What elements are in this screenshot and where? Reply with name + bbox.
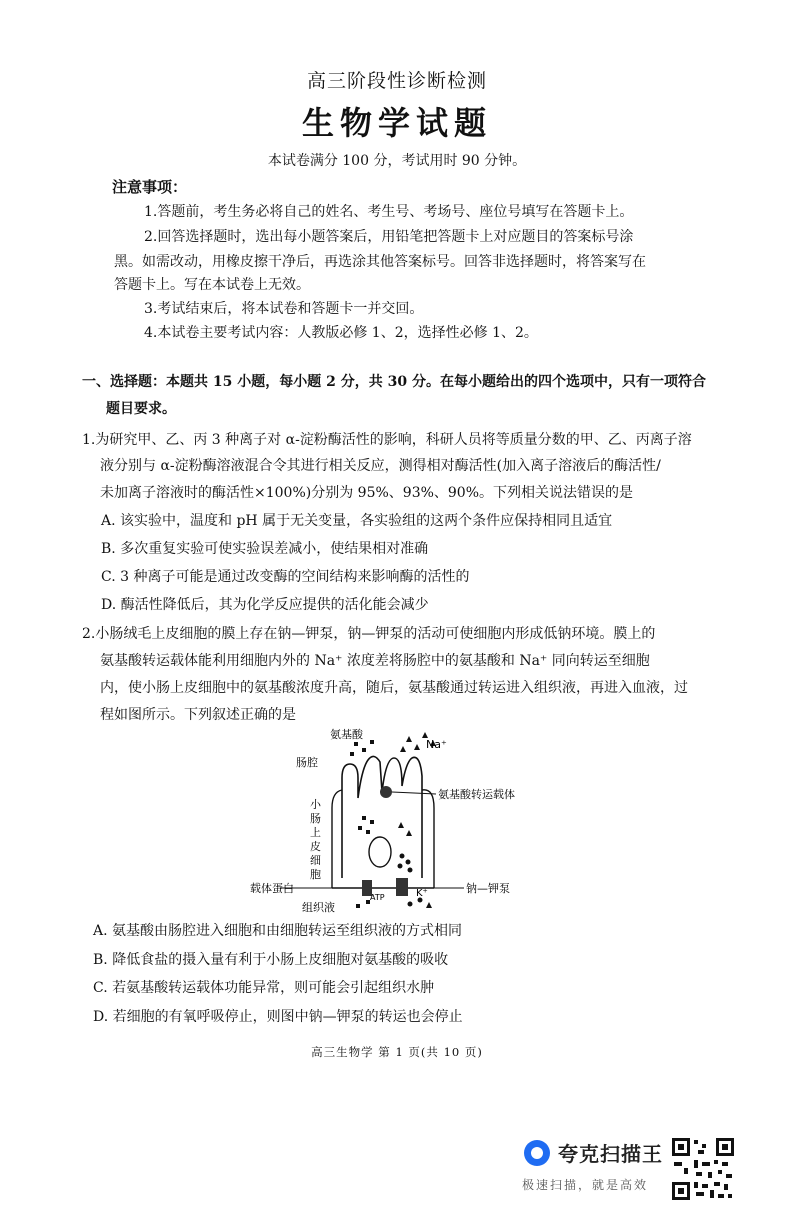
transport-diagram: [250, 728, 550, 913]
amino-acid-transporter: [380, 786, 392, 798]
label-cell: [310, 797, 325, 881]
q1-stem-line: 1.为研究甲、乙、丙 3 种离子对 α-淀粉酶活性的影响，科研人员将等质量分数的甲、乙、丙离子溶: [82, 432, 692, 448]
notes-heading: 注意事项：: [112, 178, 188, 196]
q2-stem-line: 氨基酸转运载体能利用细胞内外的 Na⁺ 浓度差将肠腔中的氨基酸和 Na⁺ 同向转运至细胞: [100, 653, 650, 669]
label-cell-char: 小: [310, 798, 321, 811]
q2-stem-line: 2.小肠绒毛上皮细胞的膜上存在钠—钾泵，钠—钾泵的活动可使细胞内形成低钠环境。膜上的: [82, 626, 656, 642]
page-footer: 高三生物学 第 1 页(共 10 页): [311, 1045, 483, 1059]
sodium-potassium-pump: [396, 878, 408, 896]
note-line: 2.回答选择题时，选出每小题答案后，用铅笔把答题卡上对应题目的答案标号涂: [144, 229, 634, 245]
label-transporter: 氨基酸转运载体: [438, 788, 515, 801]
qr-code-icon: [670, 1136, 736, 1202]
label-cell-char: 细: [310, 854, 321, 867]
q1-option-c: C. 3 种离子可能是通过改变酶的空间结构来影响酶的活性的: [101, 569, 470, 585]
q1-stem-line: 未加离子溶液时的酶活性×100%)分别为 95%、93%、90%。下列相关说法错误的是: [100, 485, 634, 501]
label-pump: 钠—钾泵: [466, 882, 510, 895]
label-k: K⁺: [416, 888, 428, 899]
q1-option-d: D. 酶活性降低后，其为化学反应提供的活化能会减少: [101, 597, 429, 613]
q1-option-a: A. 该实验中，温度和 pH 属于无关变量，各实验组的这两个条件应保持相同且适宜: [101, 513, 613, 529]
cell-particles: [358, 816, 413, 873]
right-cell-edge: [422, 790, 434, 888]
q2-stem-line: 内，使小肠上皮细胞中的氨基酸浓度升高，随后，氨基酸通过转运进入组织液，再进入血液，过: [100, 680, 688, 696]
note-line: 4.本试卷主要考试内容：人教版必修 1、2，选择性必修 1、2。: [144, 325, 538, 341]
section-heading: 一、选择题：本题共 15 小题，每小题 2 分，共 30 分。在每小题给出的四个选项中，只有一项符合: [82, 374, 706, 390]
q2-option-a: A. 氨基酸由肠腔进入细胞和由细胞转运至组织液的方式相同: [93, 923, 463, 939]
q2-stem-line: 程如图所示。下列叙述正确的是: [100, 707, 296, 723]
brand-name: 夸克扫描王: [558, 1142, 663, 1166]
label-na: Na⁺: [426, 738, 447, 751]
label-cell-char: 皮: [310, 840, 321, 853]
fluid-particles: [356, 898, 432, 909]
note-line: 答题卡上。写在本试卷上无效。: [114, 277, 310, 293]
q1-option-b: B. 多次重复实验可使实验误差减小，使结果相对准确: [101, 541, 429, 557]
label-atp: ATP: [370, 893, 385, 902]
exam-info: 本试卷满分 100 分，考试用时 90 分钟。: [267, 153, 527, 169]
q2-option-b: B. 降低食盐的摄入量有利于小肠上皮细胞对氨基酸的吸收: [93, 952, 449, 968]
exam-subtitle: 高三阶段性诊断检测: [306, 70, 487, 92]
brand-slogan: 极速扫描，就是高效: [522, 1178, 649, 1192]
q1-stem-line: 液分别与 α-淀粉酶溶液混合令其进行相关反应，测得相对酶活性(加入离子溶液后的酶活性/: [100, 458, 661, 474]
exam-title: 生物学试题: [301, 104, 492, 142]
section-heading-cont: 题目要求。: [106, 401, 176, 417]
label-carrier: 载体蛋白: [250, 882, 294, 895]
note-line: 黑。如需改动，用橡皮擦干净后，再选涂其他答案标号。回答非选择题时，将答案写在: [114, 254, 646, 270]
label-cell-char: 肠: [310, 812, 321, 825]
scanner-logo-icon: [522, 1138, 552, 1168]
left-cell-edge: [332, 790, 342, 888]
q2-option-d: D. 若细胞的有氧呼吸停止，则图中钠—钾泵的转运也会停止: [93, 1009, 463, 1025]
nucleus: [369, 837, 391, 867]
label-cell-char: 胞: [310, 868, 321, 881]
label-cell-char: 上: [310, 826, 321, 839]
microvilli-membrane: [342, 756, 422, 878]
label-lumen: 肠腔: [296, 756, 318, 769]
label-amino-acid: 氨基酸: [330, 728, 363, 741]
note-line: 3.考试结束后，将本试卷和答题卡一并交回。: [144, 301, 424, 317]
note-line: 1.答题前，考生务必将自己的姓名、考生号、考场号、座位号填写在答题卡上。: [144, 204, 634, 220]
label-fluid: 组织液: [302, 901, 335, 913]
scanner-branding: [520, 1138, 668, 1198]
q2-option-c: C. 若氨基酸转运载体功能异常，则可能会引起组织水肿: [93, 980, 435, 996]
